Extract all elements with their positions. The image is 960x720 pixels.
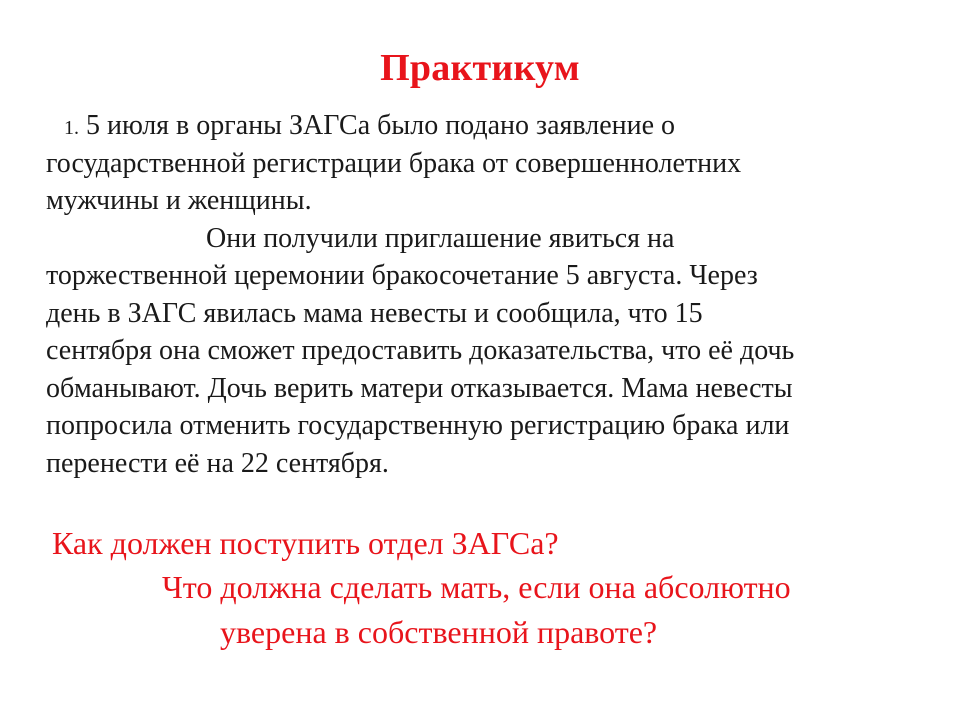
question-2-line-1: Что должна сделать мать, если она абсолютно: [162, 569, 791, 605]
question-2-line-2: уверена в собственной правоте?: [220, 614, 658, 650]
problem-line-10: перенести её на 22 сентября.: [46, 447, 389, 479]
problem-line-text: 5 июля в органы ЗАГСа было подано заявление о: [86, 110, 676, 141]
problem-line-3: мужчины и женщины.: [46, 185, 312, 216]
problem-text: [46, 107, 916, 482]
slide-title: Практикум: [380, 47, 580, 89]
problem-line-4: Они получили приглашение явиться на: [206, 222, 675, 254]
problem-line-8: обманывают. Дочь верить матери отказывается. Мама невесты: [46, 372, 793, 404]
problem-line-9: попросила отменить государственную регистрацию брака или: [46, 410, 790, 441]
problem-number: 1.: [64, 117, 79, 139]
problem-line-7: сентября она сможет предоставить доказательства, что её дочь: [46, 335, 795, 366]
question-1: Как должен поступить отдел ЗАГСа?: [52, 525, 559, 561]
problem-line-1: [46, 107, 916, 145]
problem-line-6: день в ЗАГС явилась мама невесты и сообщила, что 15: [46, 297, 703, 329]
problem-line-2: государственной регистрации брака от совершеннолетних: [46, 147, 742, 179]
problem-line-5: торжественной церемонии бракосочетание 5 августа. Через: [46, 260, 758, 291]
